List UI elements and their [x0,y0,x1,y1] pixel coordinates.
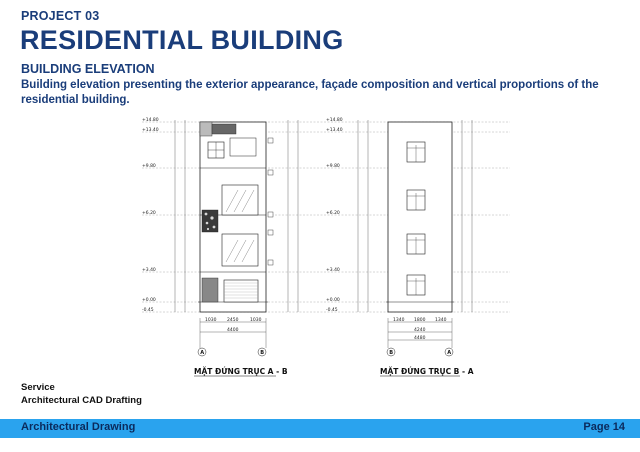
dim-value: 1800 [414,318,426,323]
dim-value: 1340 [435,318,447,323]
level-label: +13.40 [142,128,159,133]
elevation-drawing [130,110,530,380]
dim-total: 4400 [227,328,239,333]
page-title: RESIDENTIAL BUILDING [20,25,344,55]
section-description: Building elevation presenting the exterior appearance, façade composition and vertical proportions of the residential building. [21,79,599,106]
service-label: Service [21,382,55,393]
axis-label: B [389,350,394,356]
level-label: -0.45 [326,308,338,313]
level-label: +6.20 [326,211,340,216]
axis-label: A [447,350,452,356]
level-lines [142,122,510,312]
dim-value: 1340 [393,318,405,323]
dim-total: 4480 [414,336,426,341]
level-label: +13.40 [326,128,343,133]
caption-right: MẶT ĐỨNG TRỤC B - A [380,367,474,376]
dim-value: 1030 [205,318,217,323]
section-subtitle: BUILDING ELEVATION [21,62,155,76]
level-label: +6.20 [142,211,156,216]
axis-label: B [260,350,265,356]
level-label: +0.00 [142,298,156,303]
project-kicker: PROJECT 03 [21,9,100,23]
dim-value: 2450 [227,318,239,323]
level-label: +9.80 [326,164,340,169]
elevation-b-a [386,122,454,312]
dim-middle: 4240 [414,328,426,333]
elevation-a-b [198,122,273,312]
caption-left: MẶT ĐỨNG TRỤC A - B [194,367,288,376]
footer-section-title: Architectural Drawing [21,421,136,433]
axis-label: A [200,350,205,356]
level-label: +14.80 [326,118,343,123]
dim-value: 1030 [250,318,262,323]
level-label: +14.80 [142,118,159,123]
page-number: Page 14 [583,421,625,433]
level-label: +9.80 [142,164,156,169]
footer-bar [0,419,640,438]
elevation-svg [130,110,530,380]
level-label: +3.40 [142,268,156,273]
level-label: +3.40 [326,268,340,273]
level-markers-right [326,117,343,313]
service-value: Architectural CAD Drafting [21,395,142,406]
level-label: -0.45 [142,308,154,313]
level-label: +0.00 [326,298,340,303]
